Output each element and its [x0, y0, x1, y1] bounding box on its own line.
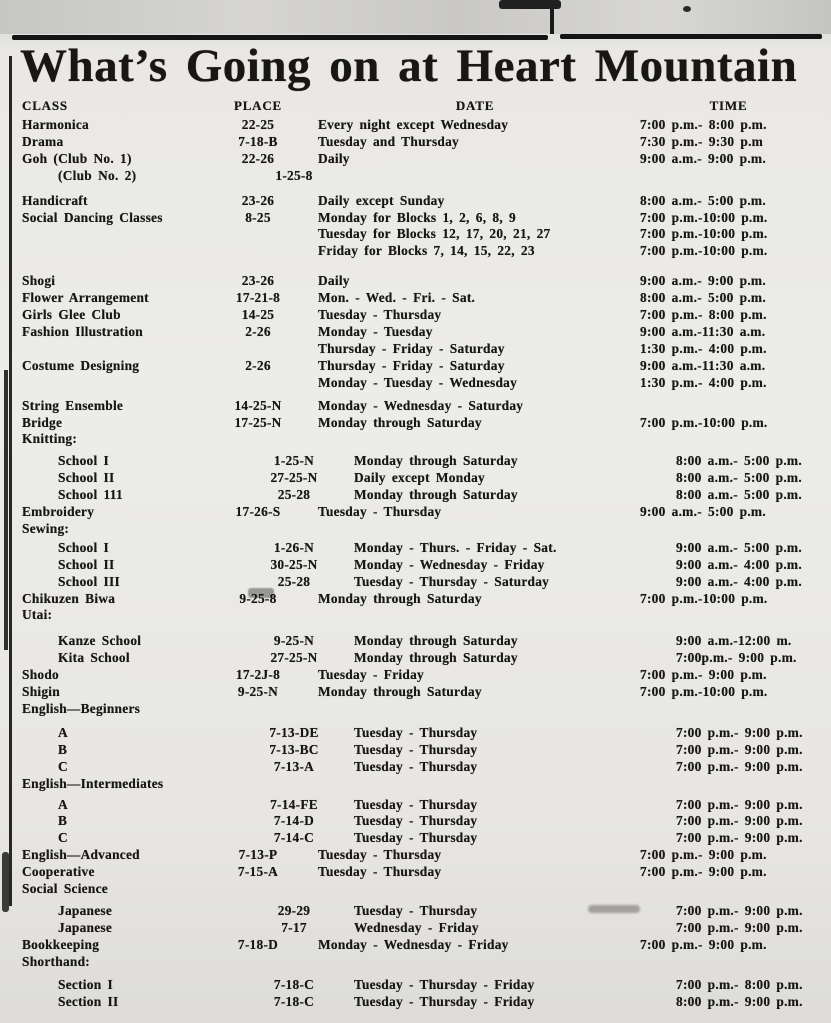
- date-cell: Tuesday - Thursday - Saturday: [354, 573, 550, 589]
- table-row: [20, 954, 821, 971]
- class-cell: B: [58, 813, 68, 829]
- place-cell: 7-18-B: [238, 133, 278, 149]
- place-cell: 17-25-N: [234, 414, 282, 430]
- date-cell: Monday through Saturday: [354, 650, 518, 666]
- place-cell: 9-25-N: [237, 684, 279, 700]
- place-cell: 22-25: [241, 117, 275, 132]
- time-cell: [676, 168, 821, 185]
- class-cell: Flower Arrangement: [22, 290, 149, 306]
- place-cell: 27-25-N: [270, 470, 318, 486]
- column-header-date: DATE: [455, 98, 495, 113]
- class-cell: Chikuzen Biwa: [22, 590, 116, 606]
- time-cell: 7:00 p.m.-10:00 p.m.: [640, 414, 768, 430]
- time-cell: 7:00 p.m.-10:00 p.m.: [640, 590, 768, 606]
- time-cell: 8:00 a.m.- 5:00 p.m.: [676, 453, 802, 469]
- class-cell: Goh (Club No. 1): [22, 150, 132, 166]
- class-cell: [20, 341, 202, 358]
- class-cell: Drama: [22, 133, 64, 149]
- place-cell: [202, 375, 314, 392]
- class-cell: (Club No. 2): [58, 167, 137, 183]
- column-header-time: TIME: [709, 98, 748, 113]
- place-cell: 29-29: [277, 902, 311, 918]
- date-cell: Tuesday and Thursday: [318, 133, 460, 149]
- table-row: [20, 684, 821, 701]
- date-cell: Monday through Saturday: [318, 414, 482, 430]
- place-cell: 25-28: [277, 573, 311, 589]
- table-row: [20, 937, 821, 954]
- class-cell: Bridge: [22, 414, 63, 430]
- date-cell: Wednesday - Friday: [354, 919, 479, 935]
- time-cell: [640, 881, 821, 898]
- class-cell: Shigin: [22, 684, 60, 700]
- date-cell: Tuesday - Thursday: [354, 830, 478, 846]
- class-cell: School I: [58, 539, 110, 555]
- date-cell: Monday through Saturday: [354, 487, 518, 503]
- table-row: [20, 830, 821, 847]
- table-row: [20, 977, 821, 994]
- place-cell: 7-14-C: [273, 830, 315, 846]
- class-cell: Kanze School: [58, 633, 142, 649]
- table-row: [20, 650, 821, 667]
- table-row: [20, 813, 821, 830]
- place-cell: 1-26-N: [273, 539, 315, 555]
- date-cell: Monday for Blocks 1, 2, 6, 8, 9: [318, 209, 516, 225]
- place-cell: [202, 881, 314, 898]
- class-cell: Section I: [58, 976, 113, 992]
- class-cell: Social Science: [22, 881, 108, 897]
- table-row: [20, 273, 821, 290]
- date-cell: Monday - Wednesday - Friday: [318, 936, 509, 952]
- time-cell: 7:00 p.m.- 8:00 p.m.: [640, 117, 767, 132]
- date-cell: Mon. - Wed. - Fri. - Sat.: [318, 290, 476, 306]
- time-cell: 7:00 p.m.-10:00 p.m.: [640, 243, 768, 259]
- table-row: [20, 701, 821, 718]
- class-cell: Handicraft: [22, 192, 88, 208]
- date-cell: Tuesday - Thursday - Friday: [354, 993, 535, 1009]
- table-row: [20, 903, 821, 920]
- time-cell: 7:00 p.m.- 9:00 p.m.: [676, 813, 803, 829]
- date-cell: Tuesday - Thursday: [354, 741, 478, 757]
- class-cell: School II: [58, 470, 115, 486]
- date-cell: Daily except Sunday: [318, 192, 445, 208]
- table-row: [20, 557, 821, 574]
- schedule-table: [20, 117, 821, 1010]
- date-cell: Monday through Saturday: [354, 633, 518, 649]
- place-cell: 27-25-N: [270, 650, 318, 666]
- table-row: [20, 742, 821, 759]
- table-row: [20, 341, 821, 358]
- page-title: What’s Going on at Heart Mountain: [20, 40, 798, 92]
- time-cell: 9:00 a.m.- 5:00 p.m.: [640, 504, 766, 520]
- table-row: [20, 375, 821, 392]
- place-cell: 30-25-N: [270, 556, 318, 572]
- place-cell: 14-25: [241, 307, 275, 323]
- time-cell: [640, 701, 821, 718]
- date-cell: Tuesday for Blocks 12, 17, 20, 21, 27: [318, 226, 551, 242]
- place-cell: 7-13-A: [273, 758, 315, 774]
- class-cell: Girls Glee Club: [22, 307, 121, 323]
- class-cell: Costume Designing: [22, 357, 140, 373]
- table-row: [20, 431, 821, 448]
- date-cell: [314, 881, 640, 898]
- class-cell: English—Advanced: [22, 847, 140, 863]
- place-cell: [202, 243, 314, 260]
- date-cell: Tuesday - Thursday - Friday: [354, 976, 535, 992]
- date-cell: Every night except Wednesday: [318, 117, 509, 132]
- time-cell: 9:00 a.m.- 9:00 p.m.: [640, 273, 766, 289]
- date-cell: Monday - Tuesday: [318, 323, 433, 339]
- class-cell: A: [58, 796, 68, 812]
- time-cell: 7:00 p.m.- 9:00 p.m.: [676, 741, 803, 757]
- date-cell: Monday through Saturday: [318, 590, 482, 606]
- table-row: [20, 151, 821, 168]
- table-row: [20, 117, 821, 134]
- date-cell: Tuesday - Thursday: [354, 758, 478, 774]
- class-cell: School I: [58, 453, 110, 469]
- table-row: [20, 324, 821, 341]
- table-row: [20, 521, 821, 538]
- time-cell: 7:00 p.m.- 9:00 p.m.: [640, 864, 767, 880]
- time-cell: 7:00 p.m.- 9:00 p.m.: [676, 724, 803, 740]
- time-cell: 9:00 a.m.-12:00 m.: [676, 633, 792, 649]
- table-row: [20, 920, 821, 937]
- date-cell: Tuesday - Thursday: [318, 504, 442, 520]
- date-cell: [350, 168, 676, 185]
- place-cell: [202, 776, 314, 793]
- column-header-class: CLASS: [22, 98, 68, 113]
- place-cell: 7-18-C: [273, 993, 315, 1009]
- time-cell: [640, 521, 821, 538]
- table-row: [20, 607, 821, 624]
- time-cell: 7:00 p.m.-10:00 p.m.: [640, 226, 768, 242]
- table-row: [20, 881, 821, 898]
- time-cell: 8:00 a.m.- 5:00 p.m.: [676, 470, 802, 486]
- table-row: [20, 540, 821, 557]
- place-cell: 23-26: [241, 192, 275, 208]
- time-cell: 7:00 p.m.- 9:00 p.m.: [676, 758, 803, 774]
- place-cell: [202, 431, 314, 448]
- class-cell: [20, 226, 202, 243]
- time-cell: 9:00 a.m.- 5:00 p.m.: [676, 539, 802, 555]
- date-cell: Daily: [318, 150, 350, 166]
- class-cell: C: [58, 758, 68, 774]
- place-cell: 9-25-N: [273, 633, 315, 649]
- place-cell: [202, 226, 314, 243]
- table-row: [20, 776, 821, 793]
- date-cell: Monday - Wednesday - Saturday: [318, 397, 524, 413]
- place-cell: 22-26: [241, 150, 275, 166]
- date-cell: Tuesday - Thursday: [354, 813, 478, 829]
- date-cell: Monday - Tuesday - Wednesday: [318, 374, 518, 390]
- class-cell: [20, 375, 202, 392]
- table-row: [20, 134, 821, 151]
- column-header-place: PLACE: [233, 98, 283, 113]
- class-cell: Utai:: [22, 607, 53, 623]
- date-cell: [314, 776, 640, 793]
- table-row: [20, 864, 821, 881]
- place-cell: 7-17: [281, 919, 307, 935]
- place-cell: 23-26: [241, 273, 275, 289]
- time-cell: 7:00p.m.- 9:00 p.m.: [676, 650, 797, 666]
- place-cell: 2-26: [245, 357, 271, 373]
- place-cell: [202, 521, 314, 538]
- date-cell: Monday - Wednesday - Friday: [354, 556, 545, 572]
- class-cell: Embroidery: [22, 504, 95, 520]
- place-cell: 7-13-DE: [269, 724, 319, 740]
- date-cell: Tuesday - Thursday: [354, 724, 478, 740]
- class-cell: School III: [58, 573, 120, 589]
- place-cell: [202, 954, 314, 971]
- time-cell: 9:00 a.m.-11:30 a.m.: [640, 323, 766, 339]
- time-cell: [640, 398, 821, 415]
- class-cell: A: [58, 724, 68, 740]
- time-cell: [640, 607, 821, 624]
- place-cell: 17-21-8: [235, 290, 281, 306]
- time-cell: 8:00 a.m.- 5:00 p.m.: [640, 192, 766, 208]
- time-cell: 7:00 p.m.-10:00 p.m.: [640, 209, 768, 225]
- time-cell: 9:00 a.m.- 9:00 p.m.: [640, 150, 766, 166]
- place-cell: 7-18-D: [237, 936, 279, 952]
- table-row: [20, 633, 821, 650]
- time-cell: 7:00 p.m.- 9:00 p.m.: [640, 936, 767, 952]
- class-cell: B: [58, 741, 68, 757]
- date-cell: Tuesday - Thursday: [354, 902, 478, 918]
- time-cell: 7:00 p.m.- 9:00 p.m.: [676, 796, 803, 812]
- table-row: [20, 243, 821, 260]
- class-cell: Cooperative: [22, 864, 95, 880]
- time-cell: 8:00 a.m.- 5:00 p.m.: [676, 487, 802, 503]
- time-cell: 7:00 p.m.- 9:00 p.m.: [640, 847, 767, 863]
- class-cell: English—Intermediates: [22, 775, 164, 791]
- table-row: [20, 210, 821, 227]
- table-row: [20, 358, 821, 375]
- time-cell: 8:00 a.m.- 5:00 p.m.: [640, 290, 766, 306]
- time-cell: 7:00 p.m.- 8:00 p.m.: [676, 976, 803, 992]
- time-cell: 7:00 p.m.- 9:00 p.m.: [676, 902, 803, 918]
- class-cell: Shodo: [22, 667, 59, 683]
- place-cell: [202, 607, 314, 624]
- class-cell: School 111: [58, 487, 123, 503]
- place-cell: 7-14-FE: [270, 796, 318, 812]
- date-cell: Monday through Saturday: [354, 453, 518, 469]
- table-row: [20, 591, 821, 608]
- place-cell: [202, 701, 314, 718]
- time-cell: [640, 954, 821, 971]
- class-cell: Shogi: [22, 273, 56, 289]
- date-cell: Monday through Saturday: [318, 684, 482, 700]
- table-header-row: [20, 98, 821, 114]
- table-row: [20, 994, 821, 1011]
- class-cell: English—Beginners: [22, 701, 141, 716]
- place-cell: 7-18-C: [273, 976, 315, 992]
- table-row: [20, 168, 821, 185]
- time-cell: 7:00 p.m.- 9:00 p.m.: [640, 667, 767, 683]
- place-cell: 2-26: [245, 323, 271, 339]
- place-cell: 7-13-P: [238, 847, 278, 863]
- class-cell: Fashion Illustration: [22, 323, 143, 339]
- time-cell: 7:00 p.m.- 9:00 p.m.: [676, 830, 803, 846]
- place-cell: 1-25-N: [273, 453, 315, 469]
- date-cell: Tuesday - Thursday: [318, 864, 442, 880]
- table-row: [20, 725, 821, 742]
- table-row: [20, 470, 821, 487]
- time-cell: [640, 431, 821, 448]
- time-cell: [640, 776, 821, 793]
- date-cell: Tuesday - Friday: [318, 667, 424, 683]
- class-cell: Section II: [58, 993, 119, 1009]
- date-cell: [314, 607, 640, 624]
- class-cell: Sewing:: [22, 520, 70, 536]
- table-row: [20, 453, 821, 470]
- date-cell: Thursday - Friday - Saturday: [318, 340, 505, 356]
- class-cell: Japanese: [58, 919, 113, 935]
- table-row: [20, 193, 821, 210]
- time-cell: 7:00 p.m.- 9:00 p.m.: [676, 919, 803, 935]
- date-cell: Tuesday - Thursday: [318, 307, 442, 323]
- date-cell: Tuesday - Thursday: [354, 796, 478, 812]
- class-cell: [20, 243, 202, 260]
- date-cell: [314, 431, 640, 448]
- place-cell: 8-25: [245, 209, 271, 225]
- place-cell: 17-2J-8: [235, 667, 281, 683]
- table-row: [20, 398, 821, 415]
- date-cell: Monday - Thurs. - Friday - Sat.: [354, 539, 557, 555]
- time-cell: 9:00 a.m.- 4:00 p.m.: [676, 556, 802, 572]
- table-row: [20, 415, 821, 432]
- date-cell: [314, 701, 640, 718]
- place-cell: 17-26-S: [235, 504, 281, 520]
- table-row: [20, 290, 821, 307]
- time-cell: 1:30 p.m.- 4:00 p.m.: [640, 374, 767, 390]
- table-row: [20, 307, 821, 324]
- table-row: [20, 847, 821, 864]
- table-row: [20, 574, 821, 591]
- time-cell: 8:00 p.m.- 9:00 p.m.: [676, 993, 803, 1009]
- class-cell: String Ensemble: [22, 397, 124, 413]
- time-cell: 9:00 a.m.-11:30 a.m.: [640, 357, 766, 373]
- date-cell: Thursday - Friday - Saturday: [318, 357, 505, 373]
- date-cell: Tuesday - Thursday: [318, 847, 442, 863]
- time-cell: 9:00 a.m.- 4:00 p.m.: [676, 573, 802, 589]
- time-cell: 7:00 p.m.-10:00 p.m.: [640, 684, 768, 700]
- place-cell: 7-14-D: [273, 813, 315, 829]
- class-cell: C: [58, 830, 68, 846]
- place-cell: 25-28: [277, 487, 311, 503]
- time-cell: 1:30 p.m.- 4:00 p.m.: [640, 340, 767, 356]
- class-cell: Kita School: [58, 650, 130, 666]
- class-cell: Harmonica: [22, 117, 89, 132]
- time-cell: 7:30 p.m.- 9:30 p.m: [640, 133, 764, 149]
- place-cell: 14-25-N: [234, 397, 282, 413]
- class-cell: School II: [58, 556, 115, 572]
- place-cell: [202, 341, 314, 358]
- date-cell: Daily except Monday: [354, 470, 485, 486]
- class-cell: Bookkeeping: [22, 936, 100, 952]
- place-cell: 7-13-BC: [269, 741, 319, 757]
- class-cell: Social Dancing Classes: [22, 209, 163, 225]
- table-row: [20, 226, 821, 243]
- class-cell: Japanese: [58, 902, 113, 918]
- date-cell: [314, 521, 640, 538]
- place-cell: 9-25-8: [239, 590, 277, 606]
- date-cell: Daily: [318, 273, 350, 289]
- table-row: [20, 667, 821, 684]
- date-cell: Friday for Blocks 7, 14, 15, 22, 23: [318, 243, 535, 259]
- place-cell: 7-15-A: [237, 864, 279, 880]
- date-cell: [314, 954, 640, 971]
- table-row: [20, 487, 821, 504]
- time-cell: 7:00 p.m.- 8:00 p.m.: [640, 307, 767, 323]
- place-cell: 1-25-8: [275, 167, 313, 183]
- table-row: [20, 504, 821, 521]
- class-cell: Knitting:: [22, 431, 78, 447]
- table-row: [20, 759, 821, 776]
- table-row: [20, 797, 821, 814]
- class-cell: Shorthand:: [22, 953, 90, 969]
